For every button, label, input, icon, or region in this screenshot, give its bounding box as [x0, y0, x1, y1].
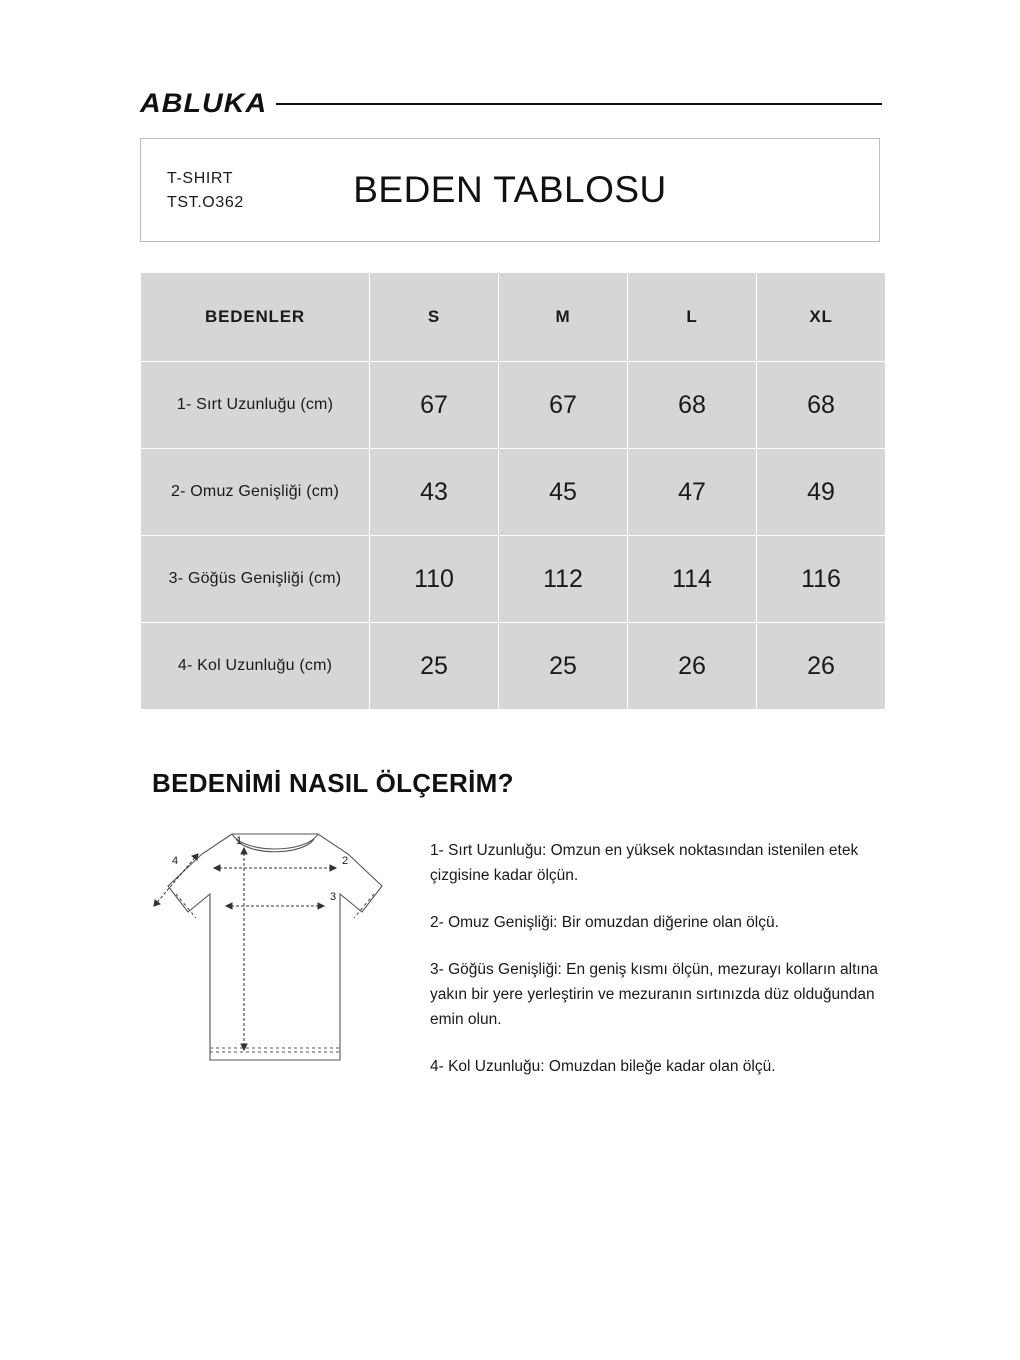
table-row	[141, 449, 886, 536]
cell-sleeve-length-m: 25	[499, 623, 628, 710]
cell-back-length-l: 68	[628, 362, 757, 449]
cell-chest-width-l: 114	[628, 536, 757, 623]
diagram-label-3: 3	[330, 891, 337, 903]
measure-item-1: 1- Sırt Uzunluğu: Omzun en yüksek noktasından istenilen etek çizgisine kadar ölçün.	[430, 842, 859, 884]
title-box	[140, 138, 880, 242]
cell-sleeve-length-l: 26	[628, 623, 757, 710]
cell-shoulder-width-m: 45	[499, 449, 628, 536]
how-to-measure-title: BEDENİMİ NASIL ÖLÇERİM?	[152, 768, 514, 798]
cell-back-length-s: 67	[370, 362, 499, 449]
size-table	[140, 272, 886, 710]
header-size-m: M	[499, 273, 628, 362]
header-size-s: S	[370, 273, 499, 362]
cell-chest-width-m: 112	[499, 536, 628, 623]
tshirt-illustration-icon	[140, 820, 410, 1100]
header-divider-line	[276, 103, 882, 105]
cell-shoulder-width-s: 43	[370, 449, 499, 536]
abluka-logo: ABLUKA	[140, 88, 278, 119]
cell-back-length-m: 67	[499, 362, 628, 449]
cell-shoulder-width-l: 47	[628, 449, 757, 536]
brand-header	[140, 86, 882, 120]
size-table-body	[141, 362, 886, 710]
table-row	[141, 362, 886, 449]
page-title: BEDEN TABLOSU	[353, 169, 667, 210]
row-label-back-length: 1- Sırt Uzunluğu (cm)	[141, 362, 370, 449]
product-code: TST.O362	[167, 194, 244, 211]
diagram-label-2: 2	[342, 855, 349, 867]
cell-chest-width-xl: 116	[757, 536, 886, 623]
header-size-l: L	[628, 273, 757, 362]
tshirt-diagram	[140, 820, 410, 1100]
header-size-xl: XL	[757, 273, 886, 362]
cell-back-length-xl: 68	[757, 362, 886, 449]
diagram-label-1: 1	[236, 835, 243, 847]
cell-chest-width-s: 110	[370, 536, 499, 623]
measure-instructions	[430, 838, 890, 1079]
cell-shoulder-width-xl: 49	[757, 449, 886, 536]
measure-item-4: 4- Kol Uzunluğu: Omuzdan bileğe kadar olan ölçü.	[430, 1058, 776, 1075]
diagram-label-4: 4	[172, 855, 179, 867]
measure-item-3: 3- Göğüs Genişliği: En geniş kısmı ölçün, mezurayı kolların altına yakın bir yere yerleştirin ve mezuranın sırtınızda düz olduğundan emin olun.	[430, 961, 878, 1028]
row-label-sleeve-length: 4- Kol Uzunluğu (cm)	[141, 623, 370, 710]
table-header-row	[141, 273, 886, 362]
size-table-head	[141, 273, 886, 362]
table-row	[141, 623, 886, 710]
product-type: T-SHIRT	[167, 170, 234, 187]
measure-item-2: 2- Omuz Genişliği: Bir omuzdan diğerine olan ölçü.	[430, 914, 779, 931]
row-label-shoulder-width: 2- Omuz Genişliği (cm)	[141, 449, 370, 536]
cell-sleeve-length-xl: 26	[757, 623, 886, 710]
header-bedenler: BEDENLER	[141, 273, 370, 362]
table-row	[141, 536, 886, 623]
row-label-chest-width: 3- Göğüs Genişliği (cm)	[141, 536, 370, 623]
cell-sleeve-length-s: 25	[370, 623, 499, 710]
